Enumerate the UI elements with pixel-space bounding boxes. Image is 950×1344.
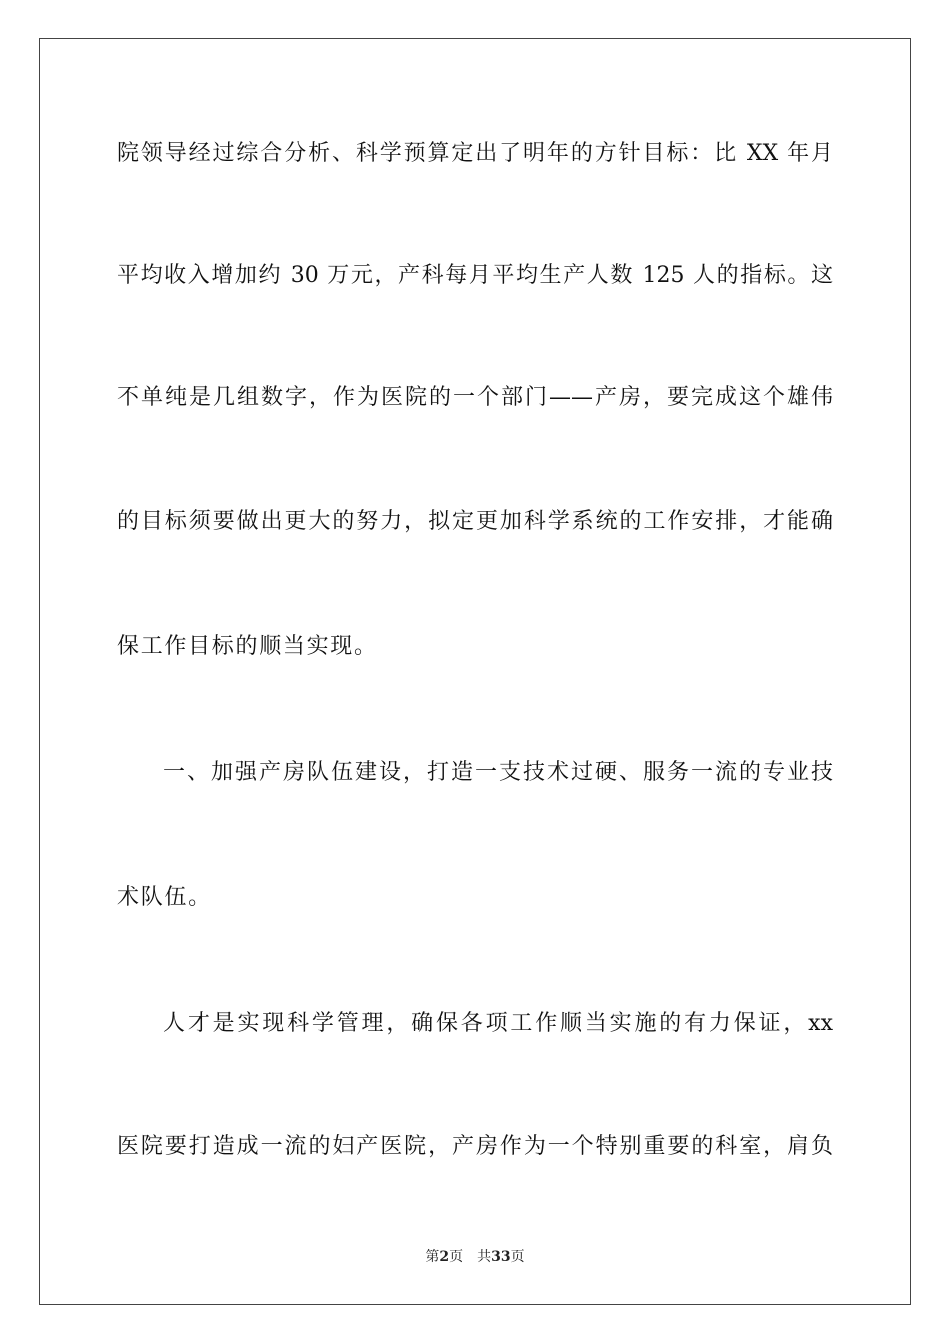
text-line-7: 医院要打造成一流的妇产医院，产房作为一个特别重要的科室，肩负	[117, 1134, 833, 1159]
text-line-2: 平均收入增加约 30 万元，产科每月平均生产人数 125 人的指标。这	[117, 263, 833, 288]
heading-line-1: 一、加强产房队伍建设，打造一支技术过硬、服务一流的专业技	[163, 760, 833, 785]
footer-page-prefix: 第	[425, 1249, 440, 1265]
footer-page-number: 2	[439, 1249, 450, 1265]
text-line-5: 保工作目标的顺当实现。	[117, 634, 378, 659]
footer-total-suffix: 页	[510, 1249, 525, 1265]
text-line-4: 的目标须要做出更大的努力，拟定更加科学系统的工作安排，才能确	[117, 509, 833, 534]
page-footer	[0, 1248, 950, 1266]
footer-total-prefix: 共	[477, 1249, 492, 1265]
page-border	[39, 38, 911, 1305]
text-line-1: 院领导经过综合分析、科学预算定出了明年的方针目标：比 XX 年月	[117, 141, 833, 166]
text-line-3: 不单纯是几组数字，作为医院的一个部门——产房，要完成这个雄伟	[117, 385, 833, 410]
footer-page-suffix: 页	[449, 1249, 464, 1265]
text-line-6: 人才是实现科学管理，确保各项工作顺当实施的有力保证，xx	[163, 1011, 833, 1036]
heading-line-2: 术队伍。	[117, 885, 212, 910]
footer-total-pages: 33	[491, 1249, 511, 1265]
